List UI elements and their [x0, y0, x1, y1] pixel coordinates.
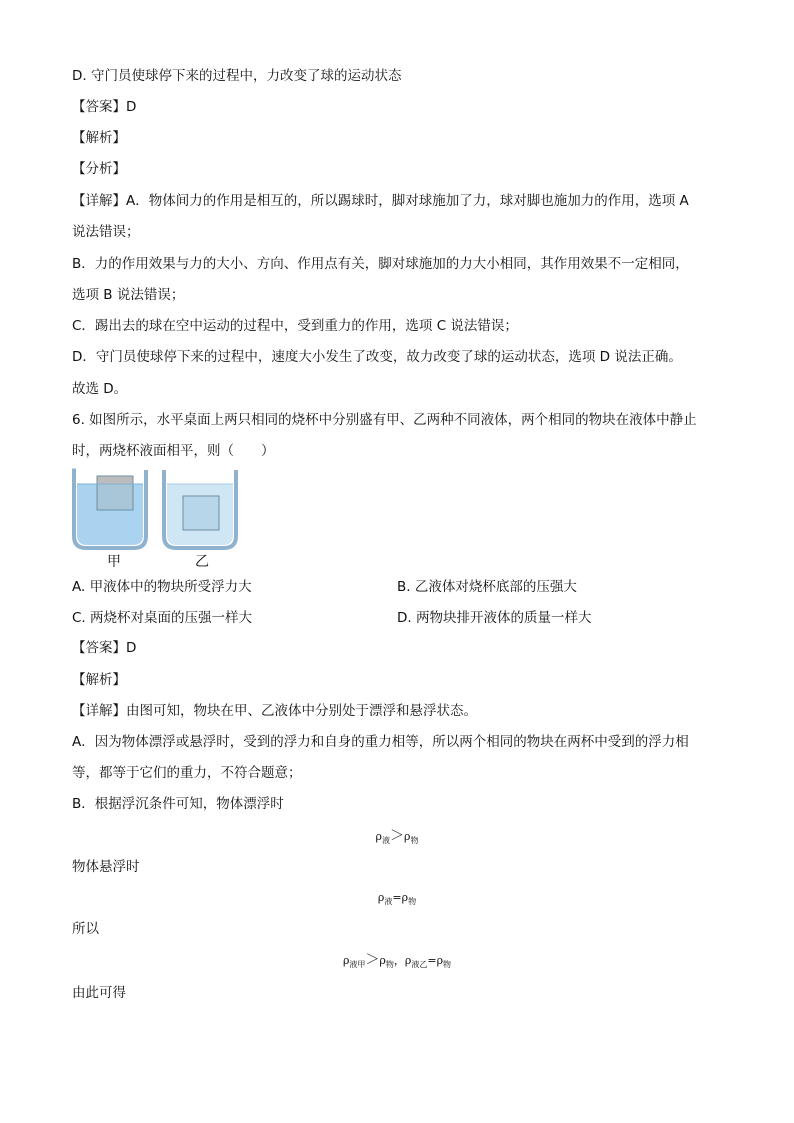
text-line: 所以	[72, 921, 99, 937]
text-line: 【详解】由图可知，物块在甲、乙液体中分别处于漂浮和悬浮状态。	[72, 703, 477, 719]
text-line: 物体悬浮时	[72, 859, 140, 875]
analysis-label: 【解析】	[72, 130, 126, 146]
text-line: 说法错误；	[72, 224, 140, 240]
analysis-label: 【解析】	[72, 672, 126, 688]
label-jia: 甲	[107, 554, 121, 570]
text-line: D. 守门员使球停下来的过程中，力改变了球的运动状态	[72, 68, 402, 84]
question-stem: 时，两烧杯液面相平，则（ ）	[72, 443, 275, 459]
option-d: D. 两物块排开液体的质量一样大	[397, 610, 592, 626]
text-line: D．守门员使球停下来的过程中，速度大小发生了改变，故力改变了球的运动状态，选项 D 说法正确。	[72, 349, 682, 365]
suspended-block	[183, 496, 219, 530]
text-line: B．根据浮沉条件可知，物体漂浮时	[72, 796, 284, 812]
text-line: 故选 D。	[72, 381, 128, 397]
formula-floating: $\rho_液>\rho_物$	[375, 828, 419, 845]
formula-compare: $\rho_{液甲}>\rho_物$，$\rho_{液乙}=\rho_物$	[342, 952, 452, 969]
text-line: C．踢出去的球在空中运动的过程中，受到重力的作用，选项 C 说法错误；	[72, 318, 518, 334]
beaker-figure	[70, 466, 250, 576]
text-line: 由此可得	[72, 985, 126, 1001]
beaker-yi	[164, 470, 236, 548]
beaker-jia	[72, 470, 146, 548]
option-b: B. 乙液体对烧杯底部的压强大	[397, 579, 577, 595]
option-c: C. 两烧杯对桌面的压强一样大	[72, 610, 253, 626]
answer-label: 【答案】D	[72, 99, 137, 115]
text-line: 等，都等于它们的重力，不符合题意；	[72, 765, 302, 781]
formula-suspended: $\rho_液=\rho_物$	[377, 891, 417, 906]
question-stem: 6. 如图所示，水平桌面上两只相同的烧杯中分别盛有甲、乙两种不同液体，两个相同的物块在液体中静止	[72, 412, 697, 428]
option-a: A. 甲液体中的物块所受浮力大	[72, 579, 252, 595]
text-line: 选项 B 说法错误；	[72, 287, 185, 303]
text-line: A．因为物体漂浮或悬浮时，受到的浮力和自身的重力相等，所以两个相同的物块在两杯中受到的浮力相	[72, 734, 689, 750]
label-yi: 乙	[195, 554, 209, 570]
text-line: 【详解】A．物体间力的作用是相互的，所以踢球时，脚对球施加了力，球对脚也施加力的作用，选项 A	[72, 193, 689, 209]
fenxi-label: 【分析】	[72, 161, 126, 177]
text-line: B．力的作用效果与力的大小、方向、作用点有关，脚对球施加的力大小相同，其作用效果不一定相同，	[72, 256, 689, 272]
answer-label: 【答案】D	[72, 640, 137, 656]
